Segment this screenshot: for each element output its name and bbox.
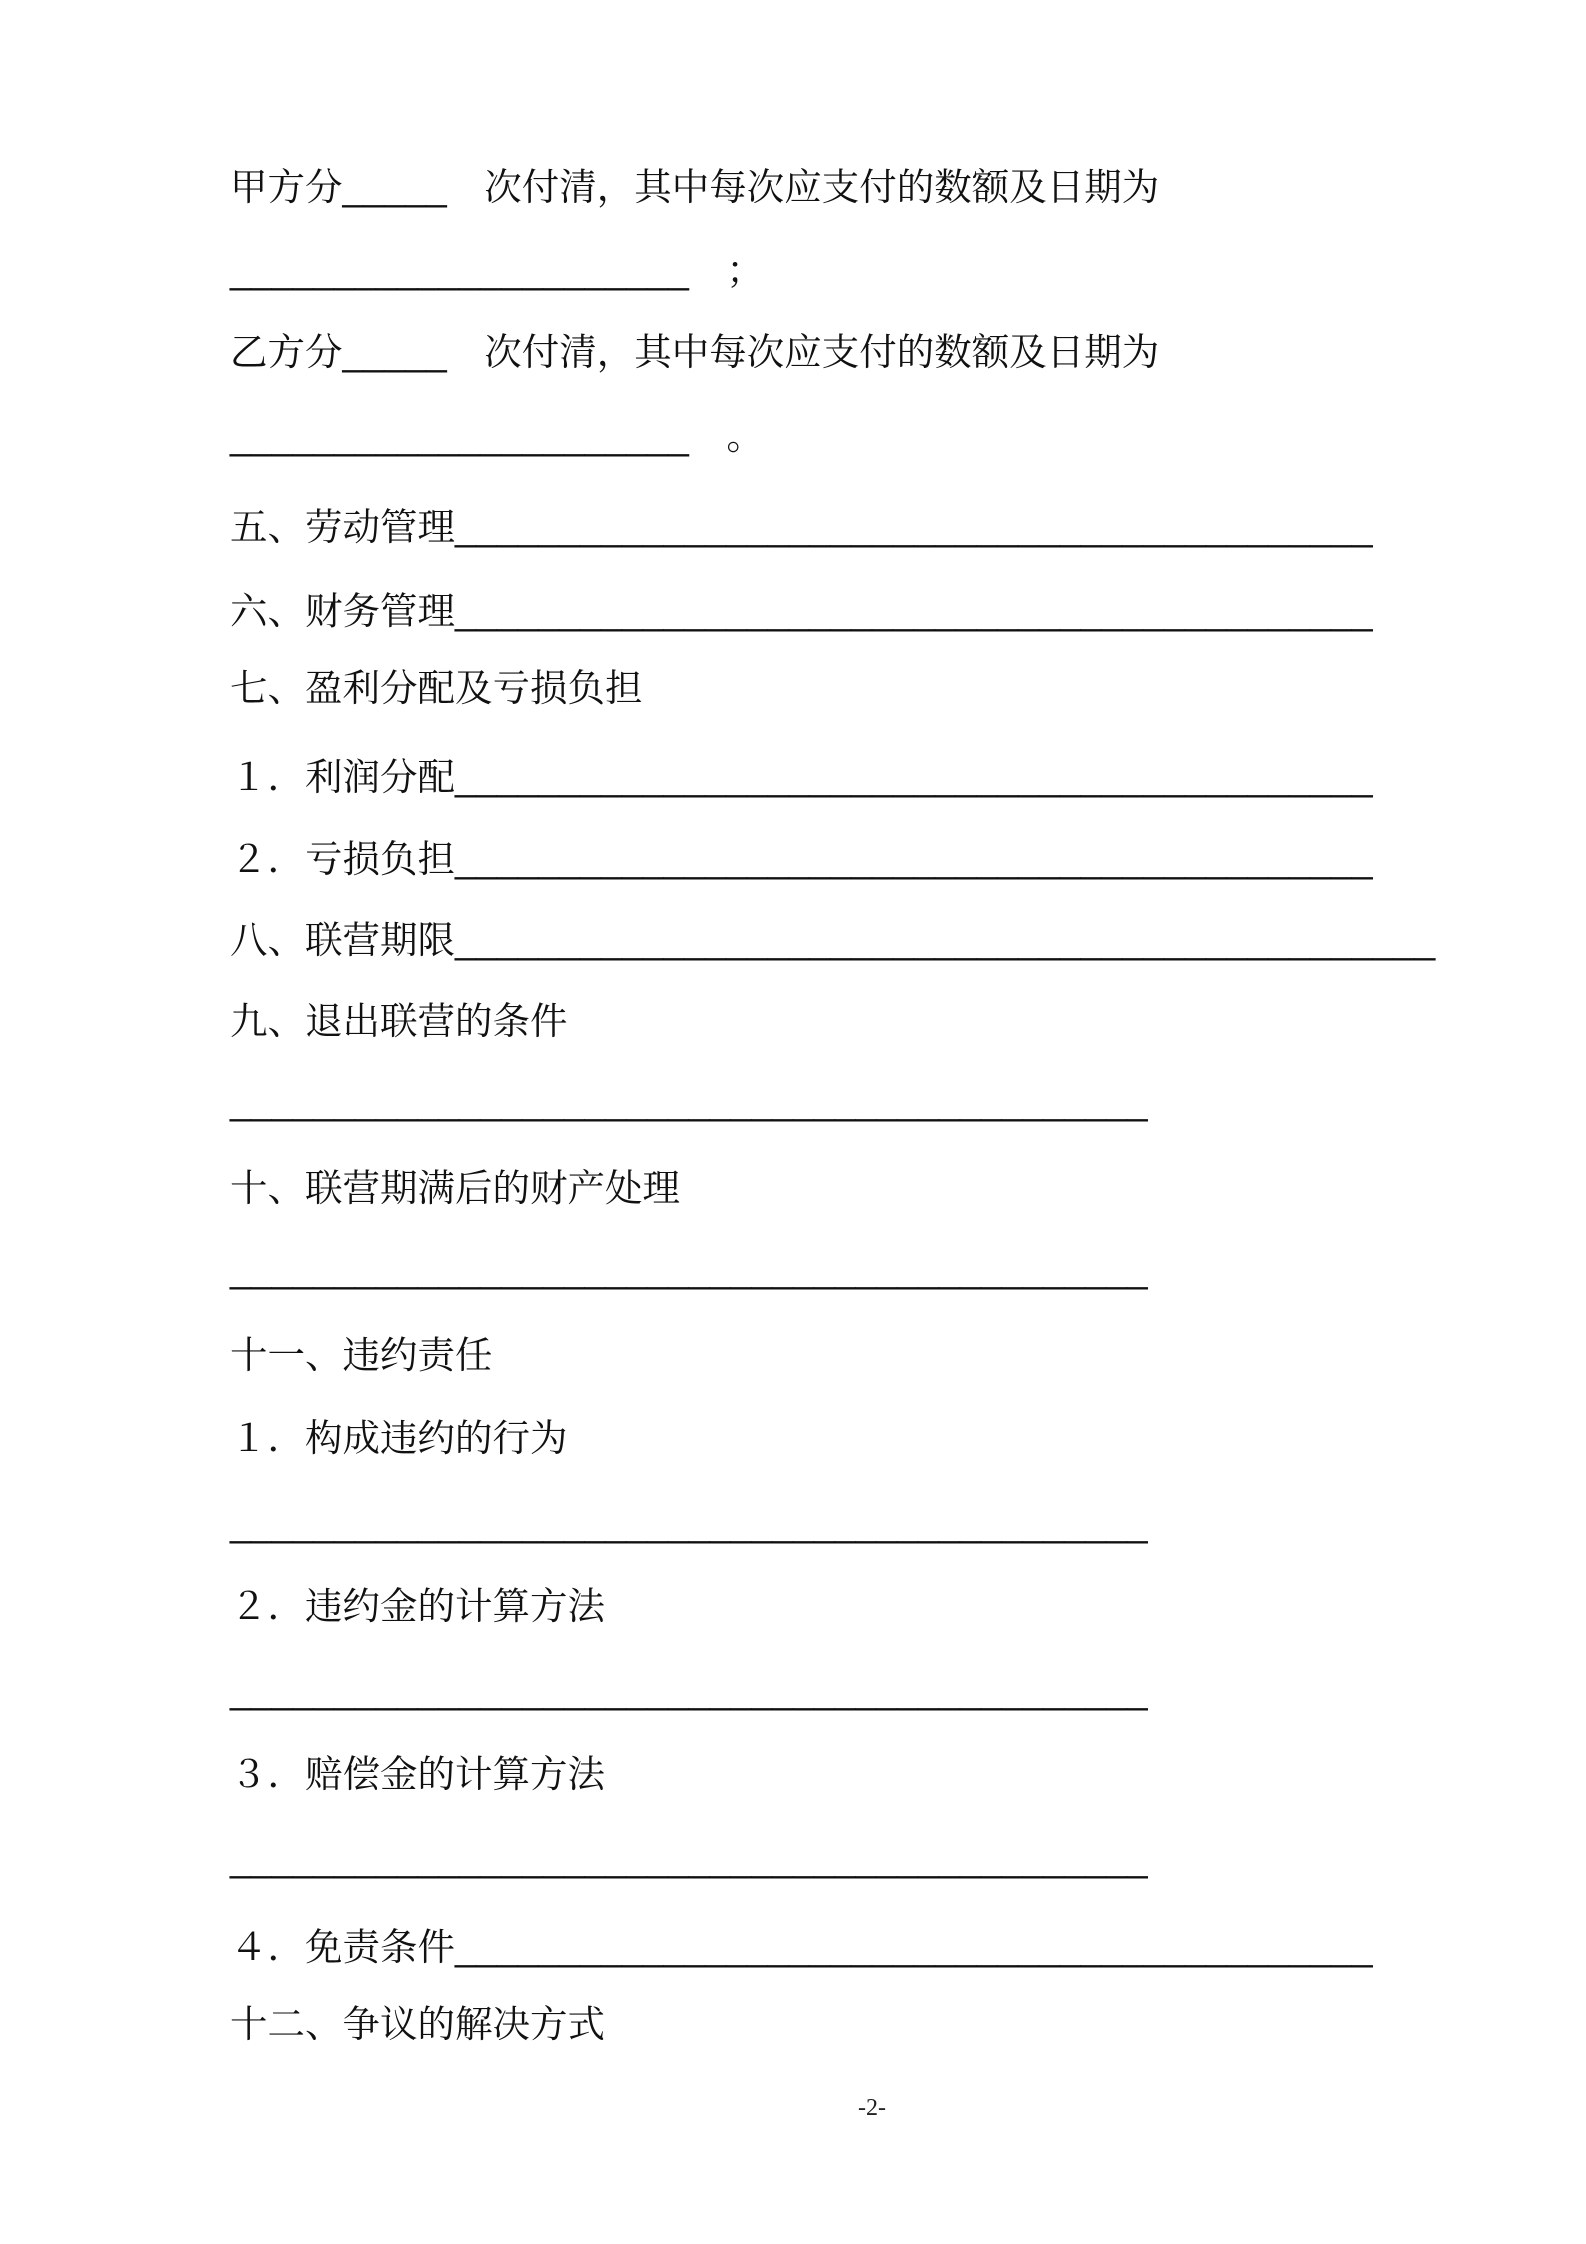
installment-count-blank: _____ (342, 331, 447, 373)
party-a-payment-detail-line (230, 249, 764, 291)
liability-heading (230, 1334, 493, 1376)
fill-in-blank: _______________________________________________ (455, 919, 1436, 961)
installment-count-blank: _____ (342, 166, 447, 208)
item-label: ４．免责条件 (230, 1926, 455, 1968)
clause-label: 五、劳动管理 (230, 506, 455, 548)
financial-management-clause (230, 590, 1373, 632)
profit-distribution-item (230, 756, 1373, 798)
item-label: １．构成违约的行为 (230, 1417, 568, 1459)
term-clause (230, 919, 1436, 961)
payment-terms-text: 次付清，其中每次应支付的数额及日期为 (446, 331, 1160, 373)
clause-heading: 七、盈利分配及亏损负担 (230, 667, 643, 709)
party-b-label: 乙方分 (230, 331, 343, 373)
payment-detail-blank: ______________________ (230, 249, 689, 291)
payment-detail-blank: ______________________ (230, 415, 689, 457)
item-label: ２．亏损负担 (230, 838, 455, 880)
fill-in-blank: ____________________________________________ (230, 1248, 1148, 1290)
clause-heading: 十二、争议的解决方式 (230, 2003, 605, 2045)
clause-label: 六、财务管理 (230, 590, 455, 632)
clause-heading: 九、退出联营的条件 (230, 1000, 568, 1042)
item-label: １．利润分配 (230, 756, 455, 798)
page-number: -2- (858, 2095, 886, 2121)
party-a-label: 甲方分 (230, 166, 343, 208)
profit-loss-heading (230, 667, 643, 709)
clause-heading: 十、联营期满后的财产处理 (230, 1167, 680, 1209)
penalty-calc-blank-line (230, 1669, 1148, 1711)
property-disposal-blank-line (230, 1248, 1148, 1290)
fill-in-blank: ____________________________________________ (230, 1080, 1148, 1122)
breach-acts-blank-line (230, 1502, 1148, 1544)
fill-in-blank: ____________________________________________ (455, 1926, 1373, 1968)
breach-acts-item (230, 1417, 568, 1459)
withdrawal-heading (230, 1000, 568, 1042)
labor-management-clause (230, 506, 1373, 548)
fill-in-blank: ____________________________________________ (455, 838, 1373, 880)
item-label: ３．赔偿金的计算方法 (230, 1753, 605, 1795)
end-punctuation: ； (688, 249, 764, 291)
loss-bearing-item (230, 838, 1373, 880)
exemption-item (230, 1926, 1373, 1968)
compensation-calc-blank-line (230, 1837, 1148, 1879)
fill-in-blank: ____________________________________________ (230, 1837, 1148, 1879)
penalty-calc-item (230, 1585, 605, 1627)
compensation-calc-item (230, 1753, 605, 1795)
end-punctuation: 。 (688, 415, 764, 457)
fill-in-blank: ____________________________________________ (230, 1669, 1148, 1711)
property-disposal-heading (230, 1167, 680, 1209)
payment-terms-text: 次付清，其中每次应支付的数额及日期为 (446, 166, 1160, 208)
clause-label: 八、联营期限 (230, 919, 455, 961)
party-a-payment-line (230, 166, 1160, 208)
fill-in-blank: ____________________________________________ (455, 506, 1373, 548)
fill-in-blank: ____________________________________________ (455, 590, 1373, 632)
withdrawal-blank-line (230, 1080, 1148, 1122)
clause-heading: 十一、违约责任 (230, 1334, 493, 1376)
dispute-resolution-heading (230, 2003, 605, 2045)
fill-in-blank: ____________________________________________ (230, 1502, 1148, 1544)
party-b-payment-line (230, 331, 1160, 373)
party-b-payment-detail-line (230, 415, 764, 457)
item-label: ２．违约金的计算方法 (230, 1585, 605, 1627)
fill-in-blank: ____________________________________________ (455, 756, 1373, 798)
